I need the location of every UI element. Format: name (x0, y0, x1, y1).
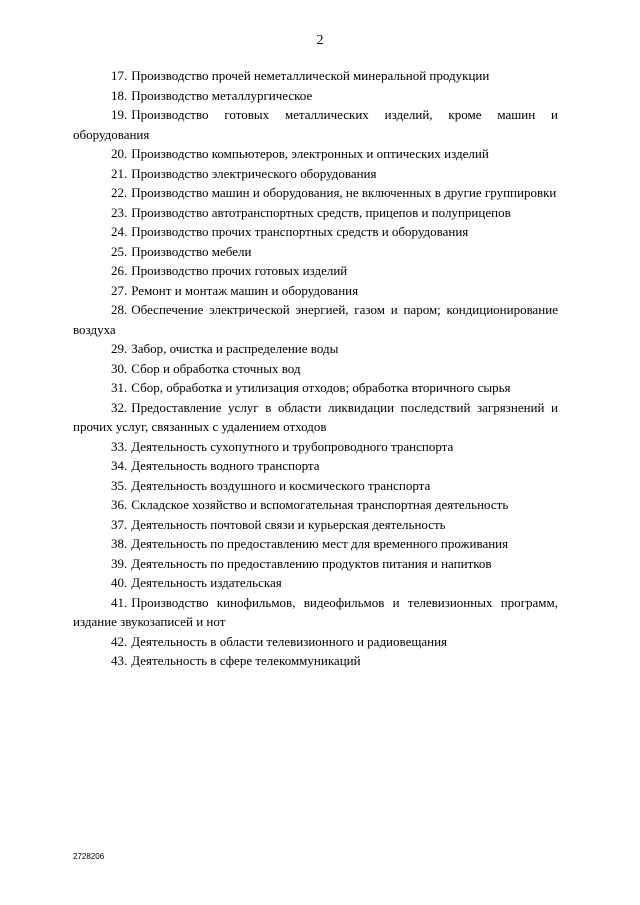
list-item-number: 25. (111, 243, 128, 259)
list-item-text: Производство электрического оборудования (131, 165, 377, 181)
list-item (73, 242, 558, 262)
list-item-text: Деятельность в сфере телекоммуникаций (131, 653, 361, 668)
list-item (73, 86, 558, 106)
list-item-text: Забор, очистка и распределение воды (131, 341, 339, 356)
list-item-number: 20. (111, 146, 128, 161)
list-item (73, 593, 558, 632)
list-item (73, 359, 558, 379)
list-item-number: 38. (111, 536, 128, 551)
list-item-text: Производство металлургическое (131, 87, 313, 103)
list-item-number: 19. (111, 107, 128, 122)
list-item-text: Складское хозяйство и вспомогательная транспортная деятельность (131, 497, 509, 512)
list-item-text: Деятельность воздушного и космического транспорта (131, 477, 431, 493)
list-item (73, 515, 558, 535)
list-item-number: 39. (111, 555, 128, 571)
list-item-text: Обеспечение электрической энергией, газом и паром; кондиционирование воздуха (73, 302, 558, 337)
list-item-text: Деятельность почтовой связи и курьерская деятельность (131, 516, 446, 532)
list-item (73, 222, 558, 242)
list-item-number: 21. (111, 165, 128, 181)
list-item-number: 26. (111, 263, 128, 278)
list-item (73, 183, 558, 203)
list-item-text: Сбор и обработка сточных вод (131, 360, 301, 376)
list-item (73, 554, 558, 574)
list-item (73, 398, 558, 437)
list-item-number: 31. (111, 380, 128, 395)
list-item (73, 495, 558, 515)
list-item (73, 534, 558, 554)
list-item-text: Деятельность по предоставлению мест для временного проживания (131, 536, 509, 551)
list-item (73, 164, 558, 184)
list-item (73, 573, 558, 593)
list-item-text: Деятельность сухопутного и трубопроводного транспорта (131, 438, 454, 454)
list-item (73, 281, 558, 301)
list-item-number: 17. (111, 68, 128, 83)
list-item-text: Производство машин и оборудования, не включенных в другие группировки (131, 185, 557, 200)
list-item-number: 40. (111, 575, 128, 590)
list-item-number: 24. (111, 224, 128, 239)
list-item-text: Деятельность по предоставлению продуктов питания и напитков (131, 555, 492, 571)
list-item (73, 261, 558, 281)
list-item (73, 456, 558, 476)
list-item (73, 300, 558, 339)
list-item-number: 29. (111, 341, 128, 356)
list-item-number: 30. (111, 360, 128, 376)
list-item-text: Деятельность водного транспорта (131, 458, 320, 473)
list-item-text: Производство автотранспортных средств, прицепов и полуприцепов (131, 204, 511, 220)
list-item-text: Производство компьютеров, электронных и оптических изделий (131, 146, 489, 161)
list-item (73, 476, 558, 496)
list-item (73, 632, 558, 652)
list-item-text: Производство кинофильмов, видеофильмов и телевизионных программ, издание звукозаписей и нот (73, 594, 558, 629)
list-item-text: Деятельность издательская (131, 575, 282, 590)
list-item-text: Производство прочих транспортных средств и оборудования (131, 224, 469, 239)
page-number: 2 (316, 33, 324, 48)
list-item-number: 36. (111, 497, 128, 512)
list-item-text: Предоставление услуг в области ликвидации последствий загрязнений и прочих услуг, связанных с удалением отходов (73, 399, 558, 434)
list-item-text: Сбор, обработка и утилизация отходов; обработка вторичного сырья (131, 380, 511, 395)
list-item-number: 22. (111, 185, 128, 200)
list-item (73, 378, 558, 398)
list-item-number: 34. (111, 458, 128, 473)
list-item-number: 37. (111, 516, 128, 532)
list-item (73, 339, 558, 359)
list-item-number: 28. (111, 302, 128, 317)
list-item-number: 43. (111, 653, 128, 668)
list-item (73, 66, 558, 86)
list-item-text: Производство готовых металлических изделий, кроме машин и оборудования (73, 107, 558, 142)
list-item-text: Ремонт и монтаж машин и оборудования (131, 282, 359, 298)
list-item (73, 203, 558, 223)
document-code: 2728206 (73, 852, 105, 861)
list-item (73, 144, 558, 164)
list-item-number: 33. (111, 438, 128, 454)
list-item-number: 41. (111, 594, 128, 610)
list-item (73, 651, 558, 671)
list-item-number: 42. (111, 633, 128, 649)
list-item-number: 32. (111, 399, 128, 415)
list-item-number: 18. (111, 87, 128, 103)
list-item-text: Производство прочих готовых изделий (131, 263, 348, 278)
list-item-text: Производство прочей неметаллической минеральной продукции (131, 68, 490, 83)
activity-list (73, 66, 558, 671)
list-item (73, 437, 558, 457)
list-item-text: Деятельность в области телевизионного и радиовещания (131, 633, 448, 649)
list-item-number: 23. (111, 204, 128, 220)
list-item (73, 105, 558, 144)
list-item-number: 27. (111, 282, 128, 298)
list-item-number: 35. (111, 477, 128, 493)
list-item-text: Производство мебели (131, 243, 252, 259)
